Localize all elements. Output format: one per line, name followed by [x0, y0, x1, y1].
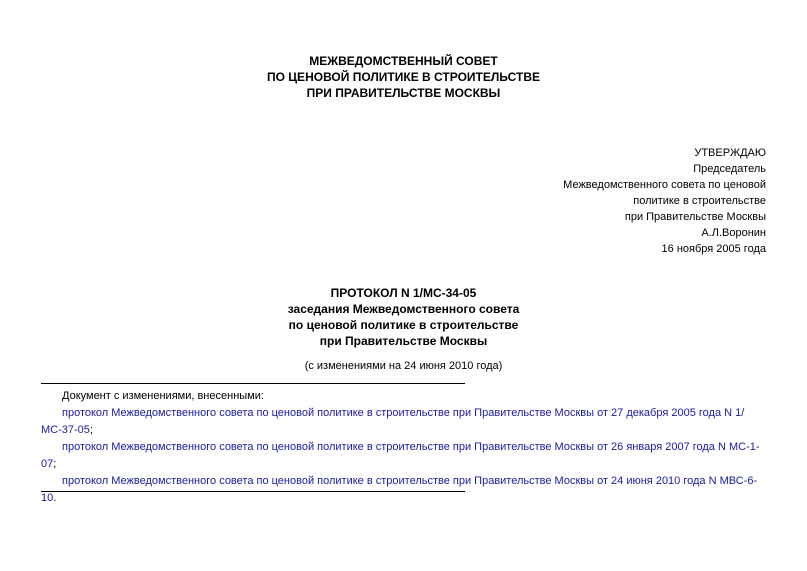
changes-block [41, 388, 769, 507]
changes-intro: Документ с изменениями, внесенными: [62, 390, 264, 402]
change-item [41, 405, 769, 439]
council-header [0, 53, 807, 101]
approval-date: 16 ноября 2005 года [661, 243, 766, 255]
approval-council-line-3: при Правительстве Москвы [624, 211, 766, 223]
divider-bottom [41, 491, 465, 492]
change-separator: ; [53, 458, 57, 470]
approval-block [563, 145, 766, 257]
change-separator: ; [89, 424, 93, 436]
approval-approve: УТВЕРЖДАЮ [694, 147, 766, 159]
change-item [41, 473, 769, 507]
title-line-4: при Правительстве Москвы [319, 334, 488, 348]
divider-top [41, 383, 465, 384]
change-item [41, 439, 769, 473]
approval-position: Председатель [693, 163, 766, 175]
amendments-note: (с изменениями на 24 июня 2010 года) [304, 360, 503, 372]
document-title [0, 285, 807, 349]
header-line-1: МЕЖВЕДОМСТВЕННЫЙ СОВЕТ [309, 54, 498, 68]
title-line-3: по ценовой политике в строительстве [288, 318, 519, 332]
header-line-2: ПО ЦЕНОВОЙ ПОЛИТИКЕ В СТРОИТЕЛЬСТВЕ [267, 70, 540, 84]
header-line-3: ПРИ ПРАВИТЕЛЬСТВЕ МОСКВЫ [306, 86, 501, 100]
change-separator: . [53, 492, 57, 504]
approval-council-line-1: Межведомственного совета по ценовой [563, 179, 766, 191]
change-link-3[interactable]: протокол Межведомственного совета по ценовой политике в строительстве при Правительстве Москвы от 24 июня 2010 года N МВС-6-10 [41, 475, 758, 504]
title-line-1: ПРОТОКОЛ N 1/МС-34-05 [330, 286, 477, 300]
approval-name: А.Л.Воронин [701, 227, 766, 239]
approval-council-line-2: политике в строительстве [633, 195, 766, 207]
change-link-1[interactable]: протокол Межведомственного совета по ценовой политике в строительстве при Правительстве Москвы от 27 декабря 2005 года N 1/МС-37-05 [41, 407, 745, 436]
title-line-2: заседания Межведомственного совета [287, 302, 520, 316]
change-link-2[interactable]: протокол Межведомственного совета по ценовой политике в строительстве при Правительстве Москвы от 26 января 2007 года N МС-1-07 [41, 441, 760, 470]
